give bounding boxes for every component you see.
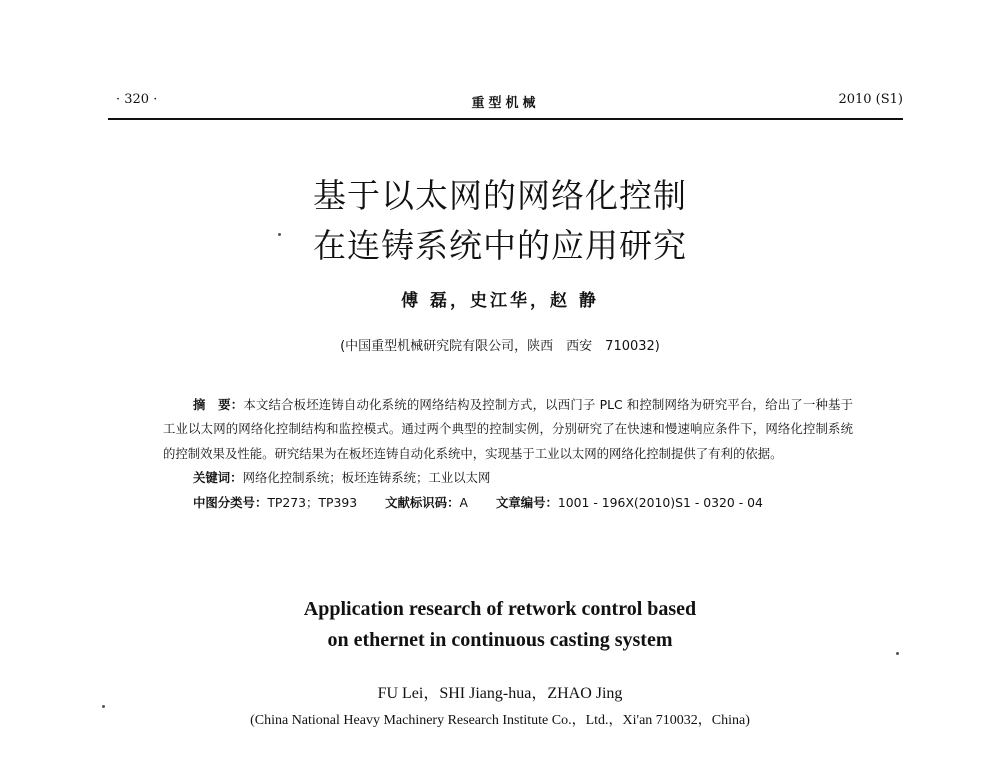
article-no-value: 1001 - 196X(2010)S1 - 0320 - 04 (557, 494, 763, 510)
scan-speck (896, 652, 899, 655)
clc-label: 中图分类号： (193, 494, 268, 510)
scan-speck (278, 233, 281, 236)
page-number: · 320 · (116, 92, 158, 107)
keywords-label: 关键词： (193, 470, 243, 486)
keywords-text: 网络化控制系统；板坯连铸系统；工业以太网 (242, 470, 491, 486)
title-cn-line1: 基于以太网的网络化控制 (313, 176, 687, 215)
authors-cn: 傅 磊，史江华，赵 静 (401, 291, 599, 311)
journal-name: 重型机械 (471, 96, 540, 111)
abstract-label: 摘 要： (193, 397, 244, 412)
scan-speck (102, 705, 105, 708)
abstract-paragraph (163, 393, 853, 466)
clc-value: TP273；TP393 (267, 494, 358, 510)
doc-code-value: A (459, 494, 468, 510)
running-header (108, 92, 903, 114)
abstract-text: 本文结合板坯连铸自动化系统的网络结构及控制方式，以西门子 PLC 和控制网络为研究平台，给出了一种基于工业以太网的网络化控制结构和监控模式。通过两个典型的控制实例，分别研究了在快速和慢速响应条件下，网络化控制系统的控制效果及性能。研究结果为在板坯连铸自动化系统中，实现基于工业以太网的网络化控制提供了有利的依据。 (163, 397, 853, 461)
doc-code-label: 文献标识码： (385, 494, 460, 510)
title-cn-line2: 在连铸系统中的应用研究 (313, 226, 687, 265)
title-en-line2: on ethernet in continuous casting system (327, 629, 673, 651)
affiliation-en: (China National Heavy Machinery Research Institute Co.，Ltd.，Xi'an 710032，China) (250, 713, 750, 728)
header-rule (108, 118, 903, 120)
title-en-line1: Application research of retwork control based (303, 598, 697, 620)
classification-line (193, 491, 853, 515)
article-no-label: 文章编号： (495, 494, 558, 510)
issue-label: 2010 (S1) (838, 92, 903, 107)
affiliation-cn: (中国重型机械研究院有限公司，陕西 西安 710032) (340, 339, 660, 354)
authors-en: FU Lei，SHI Jiang-hua，ZHAO Jing (377, 685, 623, 702)
keywords-line (193, 466, 853, 490)
abstract-block (163, 393, 853, 515)
